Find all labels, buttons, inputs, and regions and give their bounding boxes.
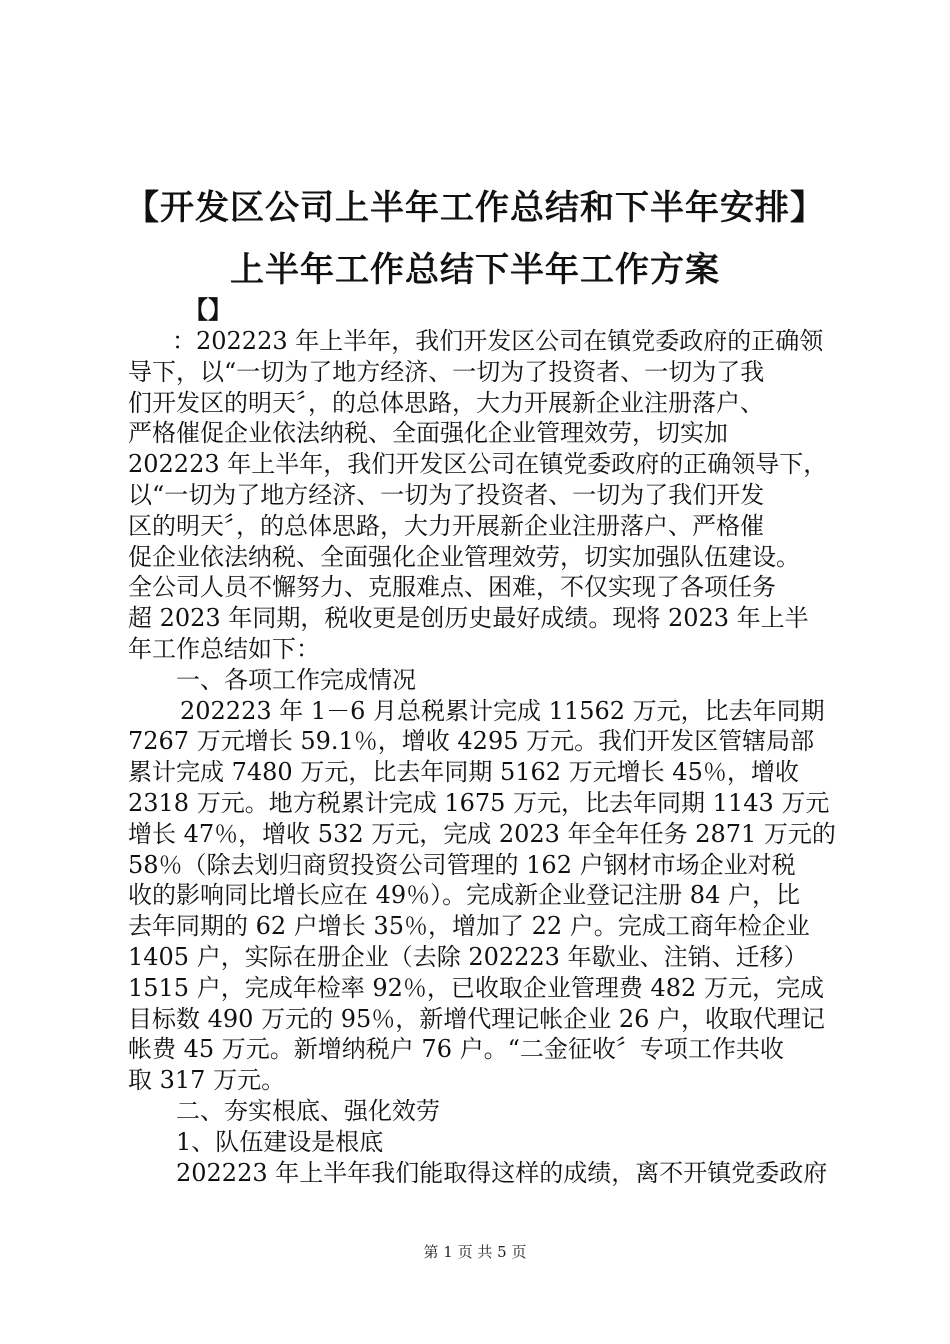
subsection-heading: 1、队伍建设是根底 bbox=[176, 1127, 384, 1156]
body-line: 收的影响同比增长应在 49％）。完成新企业登记注册 84 户，比 bbox=[128, 881, 800, 910]
body-line: 全公司人员不懈努力、克服难点、困难，不仅实现了各项任务 bbox=[128, 573, 776, 602]
body-line: 目标数 490 万元的 95％，新增代理记帐企业 26 户，收取代理记 bbox=[128, 1004, 826, 1033]
body-line: 去年同期的 62 户增长 35％，增加了 22 户。完成工商年检企业 bbox=[128, 912, 810, 941]
body-line: 累计完成 7480 万元，比去年同期 5162 万元增长 45％，增收 bbox=[128, 758, 799, 787]
section-heading: 一、各项工作完成情况 bbox=[176, 665, 416, 694]
body-line: 导下，以“一切为了地方经济、一切为了投资者、一切为了我 bbox=[128, 357, 765, 386]
section-heading: 二、夯实根底、强化效劳 bbox=[176, 1096, 440, 1125]
body-line: 202223 年上半年，我们开发区公司在镇党委政府的正确领导下， bbox=[128, 450, 828, 479]
body-line: 202223 年 1－6 月总税累计完成 11562 万元，比去年同期 bbox=[180, 696, 825, 725]
body-line: 促企业依法纳税、全面强化企业管理效劳，切实加强队伍建设。 bbox=[128, 542, 800, 571]
bracket-label: 【】 bbox=[184, 296, 232, 324]
body-line: 7267 万元增长 59.1％，增收 4295 万元。我们开发区管辖局部 bbox=[128, 727, 815, 756]
body-line: 严格催促企业依法纳税、全面强化企业管理效劳，切实加 bbox=[128, 419, 728, 448]
body-line: 58％（除去划归商贸投资公司管理的 162 户钢材市场企业对税 bbox=[128, 850, 796, 879]
body-line: 以“一切为了地方经济、一切为了投资者、一切为了我们开发 bbox=[128, 480, 765, 509]
body-line: 1405 户，实际在册企业（去除 202223 年歇业、注销、迁移） bbox=[128, 942, 808, 971]
body-line: 1515 户，完成年检率 92％，已收取企业管理费 482 万元，完成 bbox=[128, 973, 824, 1002]
body-line: 年工作总结如下： bbox=[128, 634, 320, 663]
body-line: 区的明天〞，的总体思路，大力开展新企业注册落户、严格催 bbox=[128, 511, 764, 540]
body-line: 们开发区的明天〞，的总体思路，大力开展新企业注册落户、 bbox=[128, 388, 764, 417]
body-line: 取 317 万元。 bbox=[128, 1066, 286, 1095]
body-line: 202223 年上半年我们能取得这样的成绩，离不开镇党委政府 bbox=[176, 1158, 828, 1187]
document-title-line-2: 上半年工作总结下半年工作方案 bbox=[230, 250, 720, 290]
body-line: 超 2023 年同期，税收更是创历史最好成绩。现将 2023 年上半 bbox=[128, 604, 809, 633]
document-title-line-1: 【开发区公司上半年工作总结和下半年安排】 bbox=[125, 188, 825, 228]
body-line: ：202223 年上半年，我们开发区公司在镇党委政府的正确领 bbox=[172, 327, 824, 355]
body-line: 帐费 45 万元。新增纳税户 76 户。“二金征收〞专项工作共收 bbox=[128, 1035, 784, 1064]
body-line: 增长 47％，增收 532 万元，完成 2023 年全年任务 2871 万元的 bbox=[128, 819, 836, 848]
body-line: 2318 万元。地方税累计完成 1675 万元，比去年同期 1143 万元 bbox=[128, 788, 830, 817]
page-footer: 第 1 页 共 5 页 bbox=[423, 1243, 527, 1261]
document-body bbox=[128, 326, 836, 1188]
